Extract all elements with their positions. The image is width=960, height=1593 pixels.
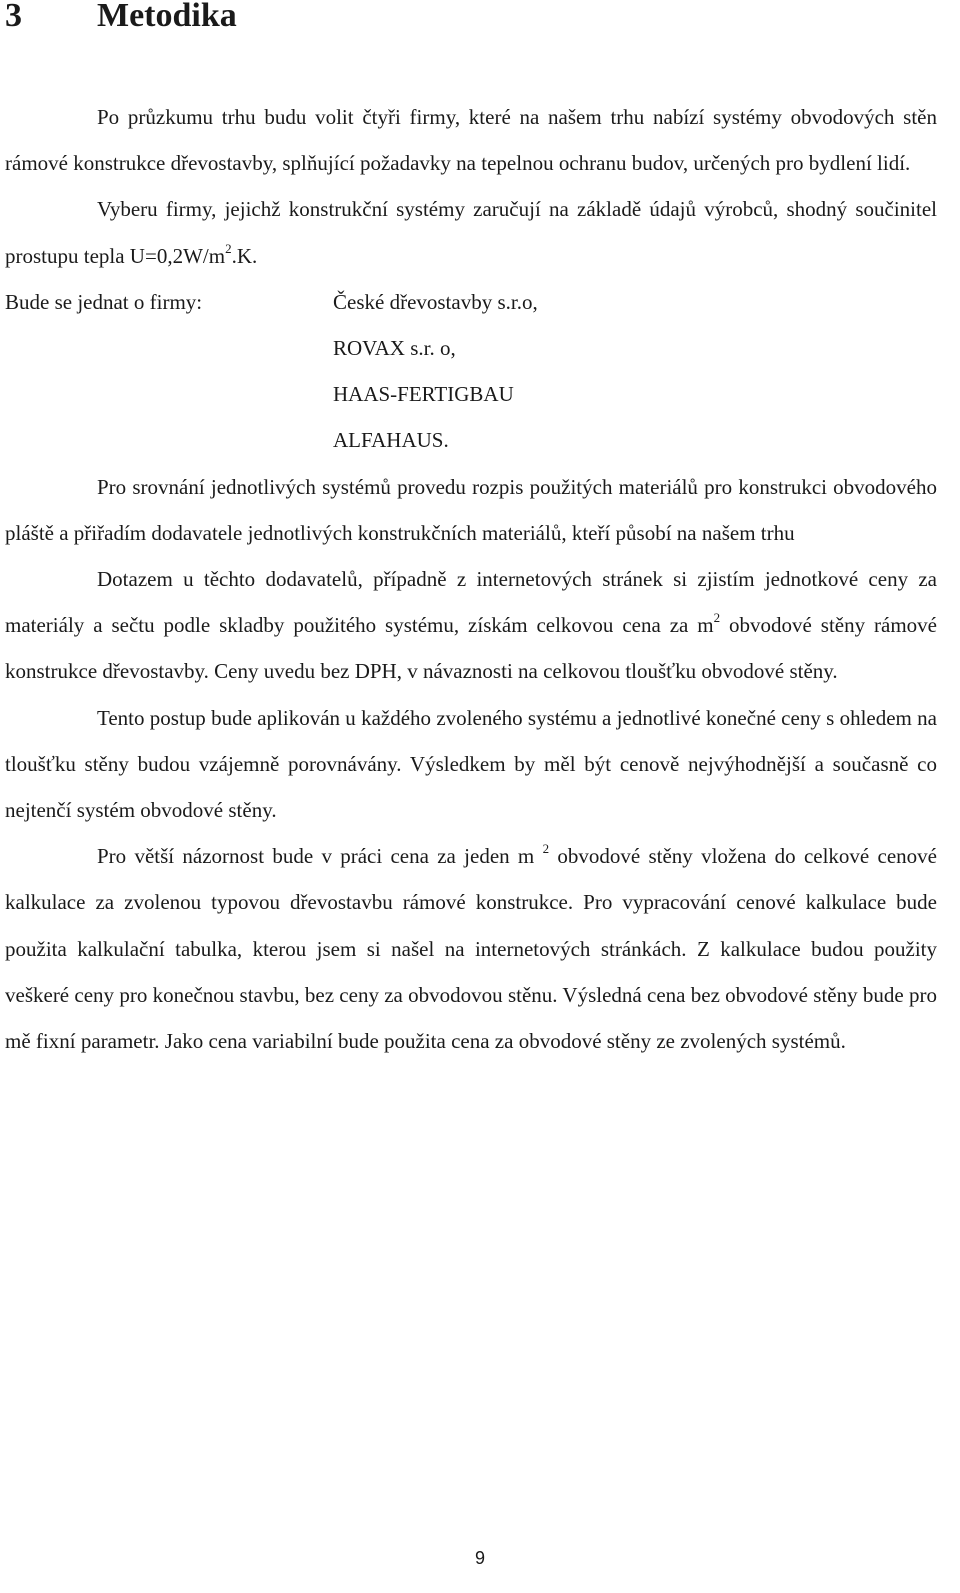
paragraph-pricing-rest: obvodové stěny rámové konstrukce dřevostavby. Ceny uvedu bez DPH, v návaznosti na celkovou tloušťku obvodové stěny. bbox=[5, 613, 937, 684]
firms-list bbox=[5, 279, 937, 464]
firms-row bbox=[5, 279, 937, 464]
superscript: 2 bbox=[542, 841, 550, 857]
section-number: 3 bbox=[5, 0, 22, 34]
paragraph-calculation-rest: obvodové stěny vložena do celkové cenové kalkulace za zvolenou typovou dřevostavbu rámové konstrukce. Pro vypracování cenové kalkulace bude použita kalkulační tabulka, kterou jsem si našel na internetových stránkách. Z kalkulace budou použity veškeré ceny pro konečnou stavbu, bez ceny za obvodovou stěnu. Výsledná cena bez obvodové stěny bude pro mě fixní parametr. Jako cena variabilní bude použita cena za obvodové stěny ze zvolených systémů. bbox=[5, 844, 937, 1054]
paragraph-selection-text: Vyberu firmy, jejichž konstrukční systémy zaručují na základě údajů výrobců, shodný součinitel prostupu tepla U=0,2W/m bbox=[5, 197, 937, 268]
firms-intro: Bude se jednat o firmy: bbox=[5, 289, 203, 314]
firm-name: ROVAX s.r. o, bbox=[333, 336, 456, 361]
firm-name: České dřevostavby s.r.o, bbox=[333, 289, 538, 314]
body-text bbox=[5, 94, 937, 1064]
page-number: 9 bbox=[474, 1548, 485, 1568]
section-heading bbox=[5, 0, 237, 38]
section-title: Metodika bbox=[97, 0, 237, 34]
paragraph-calculation-text: Pro větší názornost bude v práci cena za jeden m bbox=[97, 844, 543, 869]
paragraph-pricing-text: Dotazem u těchto dodavatelů, případně z internetových stránek si zjistím jednotkové ceny za materiály a sečtu podle skladby použitého systému, získám celkovou cena za m bbox=[5, 567, 937, 638]
paragraph-procedure: Tento postup bude aplikován u každého zvoleného systému a jednotlivé konečné ceny s ohledem na tloušťku stěny budou vzájemně porovnávány. Výsledkem by měl být cenově nejvýhodnější a současně co nejtenčí systém obvodové stěny. bbox=[5, 705, 937, 823]
superscript: 2 bbox=[713, 610, 721, 626]
paragraph-comparison: Pro srovnání jednotlivých systémů provedu rozpis použitých materiálů pro konstrukci obvodového pláště a přiřadím dodavatele jednotlivých konstrukčních materiálů, kteří působí na našem trhu bbox=[5, 474, 937, 545]
paragraph-calculation bbox=[5, 833, 937, 1064]
paragraph-intro: Po průzkumu trhu budu volit čtyři firmy, které na našem trhu nabízí systémy obvodových stěn rámové konstrukce dřevostavby, splňující požadavky na tepelnou ochranu budov, určených pro bydlení lidí. bbox=[5, 105, 937, 176]
firm-name: HAAS-FERTIGBAU bbox=[333, 382, 514, 407]
firm-name: ALFAHAUS. bbox=[333, 428, 449, 453]
paragraph-selection bbox=[5, 186, 937, 278]
paragraph-selection-unit: .K. bbox=[231, 243, 258, 268]
superscript: 2 bbox=[225, 240, 232, 256]
firm-names bbox=[333, 279, 538, 464]
paragraph-pricing bbox=[5, 556, 937, 695]
